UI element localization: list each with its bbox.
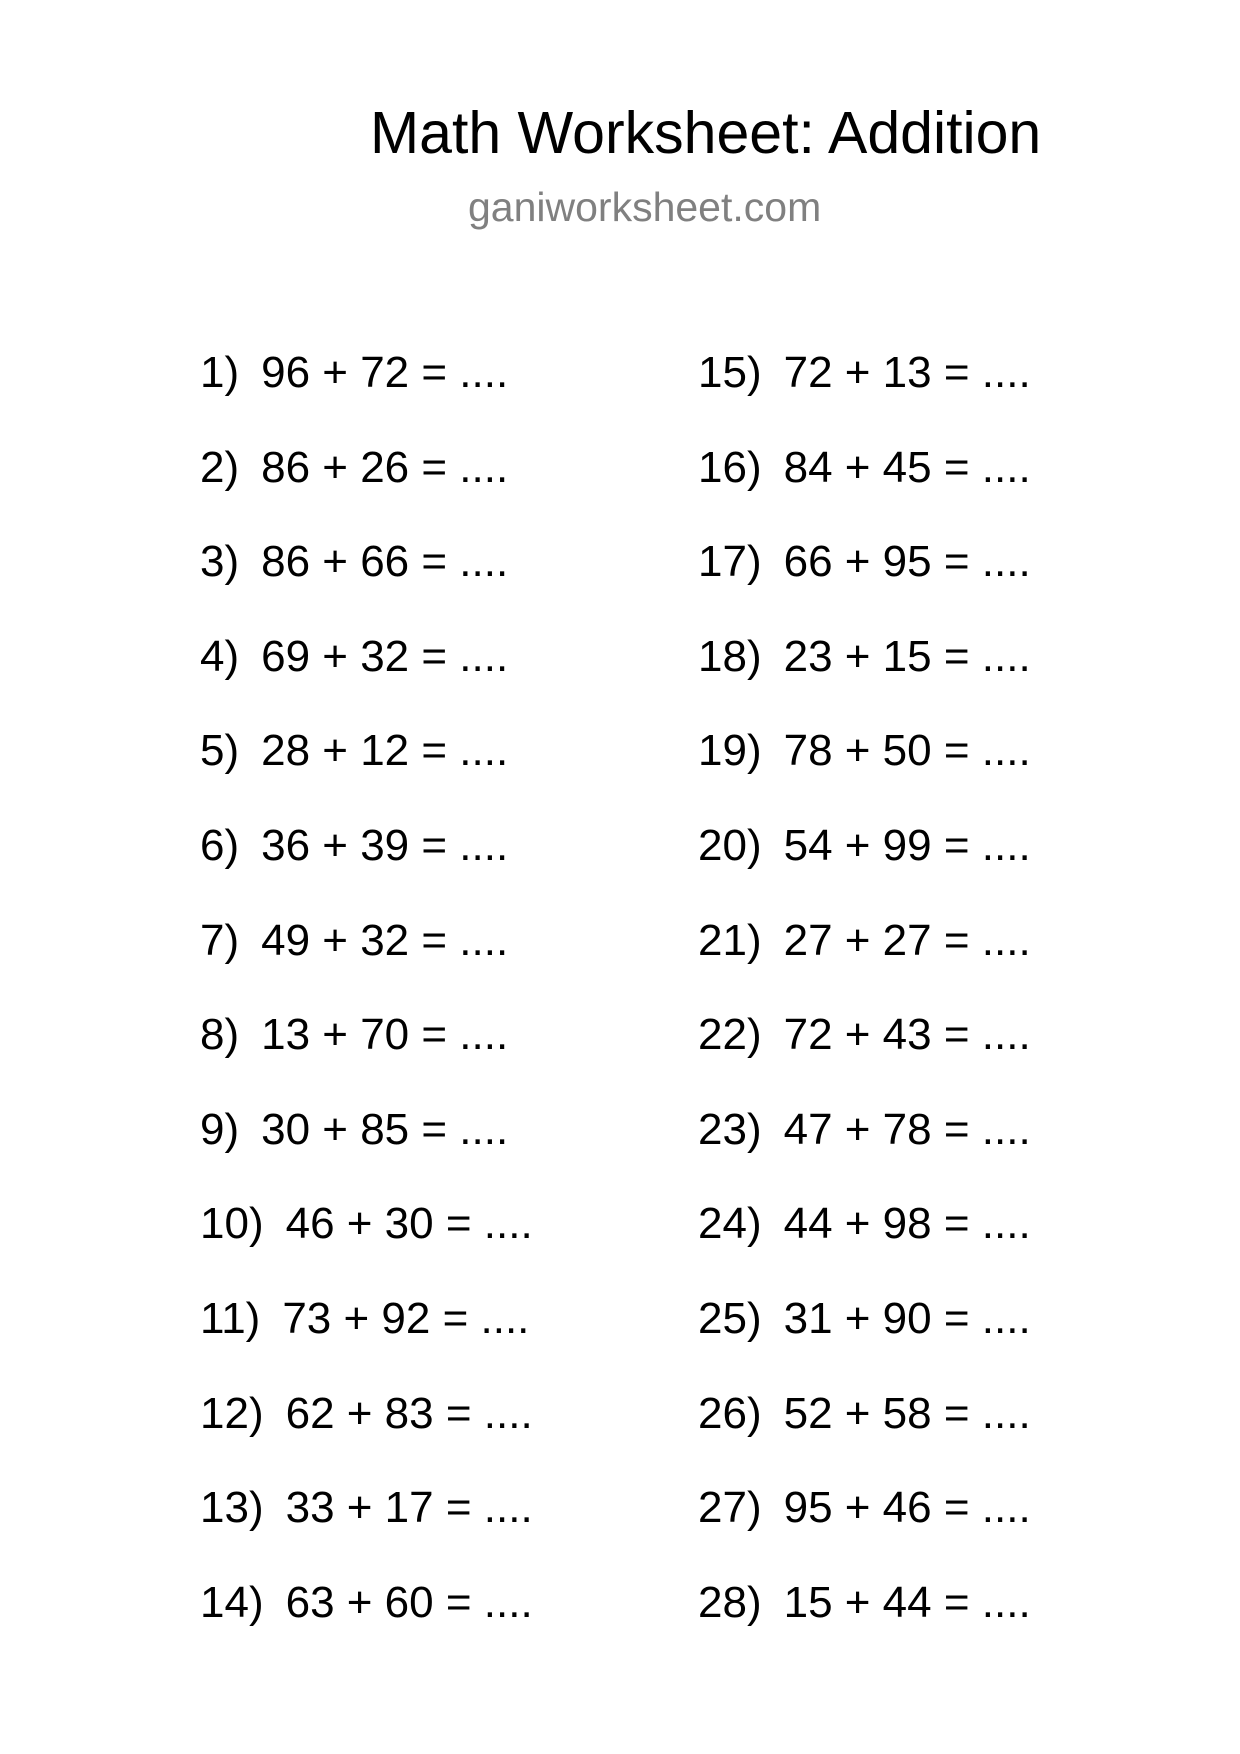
problem-item [200, 1480, 533, 1575]
problem-expression: 86 + 26 = .... [261, 442, 509, 492]
problem-item [698, 345, 1031, 440]
problem-number: 1) [200, 348, 240, 397]
problem-expression: 30 + 85 = .... [261, 1104, 509, 1154]
problem-expression: 28 + 12 = .... [261, 726, 509, 776]
problem-expression: 52 + 58 = .... [783, 1388, 1031, 1438]
problem-number: 2) [200, 442, 240, 492]
problem-item [698, 1196, 1031, 1291]
problem-number: 8) [200, 1010, 240, 1060]
problem-expression: 72 + 13 = .... [783, 348, 1031, 397]
problem-number: 27) [698, 1483, 762, 1533]
problem-number: 26) [698, 1388, 762, 1438]
problem-number: 3) [200, 537, 240, 587]
problem-number: 7) [200, 915, 240, 965]
problem-number: 16) [698, 442, 762, 492]
problem-expression: 46 + 30 = .... [285, 1199, 533, 1249]
problem-item [200, 1007, 533, 1102]
problem-expression: 78 + 50 = .... [783, 726, 1031, 776]
problem-expression: 96 + 72 = .... [261, 348, 509, 397]
problem-number: 17) [698, 537, 762, 587]
problem-item [698, 534, 1031, 629]
problem-expression: 15 + 44 = .... [783, 1577, 1031, 1627]
problem-expression: 27 + 27 = .... [783, 915, 1031, 965]
problem-expression: 73 + 92 = .... [282, 1293, 530, 1343]
problem-expression: 31 + 90 = .... [783, 1293, 1031, 1343]
problem-column-left [200, 345, 533, 1669]
problem-expression: 95 + 46 = .... [783, 1483, 1031, 1533]
problem-item [200, 629, 533, 724]
problem-number: 5) [200, 726, 240, 776]
problem-number: 19) [698, 726, 762, 776]
problem-item [698, 1007, 1031, 1102]
problem-item [200, 723, 533, 818]
problem-number: 20) [698, 820, 762, 870]
problem-number: 14) [200, 1577, 264, 1627]
problem-item [200, 440, 533, 535]
problem-number: 6) [200, 820, 240, 870]
problem-expression: 44 + 98 = .... [783, 1199, 1031, 1249]
worksheet-title: Math Worksheet: Addition [370, 100, 1042, 166]
problem-number: 11) [200, 1293, 261, 1343]
problem-expression: 63 + 60 = .... [285, 1577, 533, 1627]
problem-expression: 36 + 39 = .... [261, 820, 509, 870]
problem-item [200, 1102, 533, 1197]
problem-expression: 47 + 78 = .... [783, 1104, 1031, 1154]
problem-number: 15) [698, 348, 762, 397]
problem-expression: 23 + 15 = .... [783, 631, 1031, 681]
problem-item [200, 818, 533, 913]
problem-item [698, 1575, 1031, 1670]
problem-item [200, 913, 533, 1008]
problem-expression: 86 + 66 = .... [261, 537, 509, 587]
problem-expression: 62 + 83 = .... [285, 1388, 533, 1438]
problem-item [698, 440, 1031, 535]
problem-item [698, 1480, 1031, 1575]
problem-expression: 66 + 95 = .... [783, 537, 1031, 587]
problem-expression: 13 + 70 = .... [261, 1010, 509, 1060]
problem-expression: 72 + 43 = .... [783, 1010, 1031, 1060]
problem-item [698, 723, 1031, 818]
problem-item [698, 1102, 1031, 1197]
problem-number: 12) [200, 1388, 264, 1438]
problem-item [200, 1196, 533, 1291]
website-label: ganiworksheet.com [468, 184, 822, 230]
problem-item [698, 1291, 1031, 1386]
problem-item [698, 1386, 1031, 1481]
problem-expression: 33 + 17 = .... [285, 1483, 533, 1533]
problem-expression: 49 + 32 = .... [261, 915, 509, 965]
problem-number: 25) [698, 1293, 762, 1343]
problem-number: 4) [200, 631, 240, 681]
problem-number: 18) [698, 631, 762, 681]
problem-number: 22) [698, 1010, 762, 1060]
problem-item [200, 534, 533, 629]
problem-number: 10) [200, 1199, 264, 1249]
problem-number: 28) [698, 1577, 762, 1627]
problem-expression: 84 + 45 = .... [783, 442, 1031, 492]
problem-item [698, 913, 1031, 1008]
problem-item [200, 1291, 533, 1386]
problem-column-right [698, 345, 1031, 1669]
problem-number: 24) [698, 1199, 762, 1249]
problem-expression: 69 + 32 = .... [261, 631, 509, 681]
problem-item [200, 1575, 533, 1670]
problem-item [698, 818, 1031, 913]
problem-number: 13) [200, 1483, 264, 1533]
problem-item [200, 1386, 533, 1481]
problem-number: 9) [200, 1104, 240, 1154]
problem-item [200, 345, 533, 440]
problem-number: 21) [698, 915, 762, 965]
problem-expression: 54 + 99 = .... [783, 820, 1031, 870]
problem-number: 23) [698, 1104, 762, 1154]
problem-item [698, 629, 1031, 724]
